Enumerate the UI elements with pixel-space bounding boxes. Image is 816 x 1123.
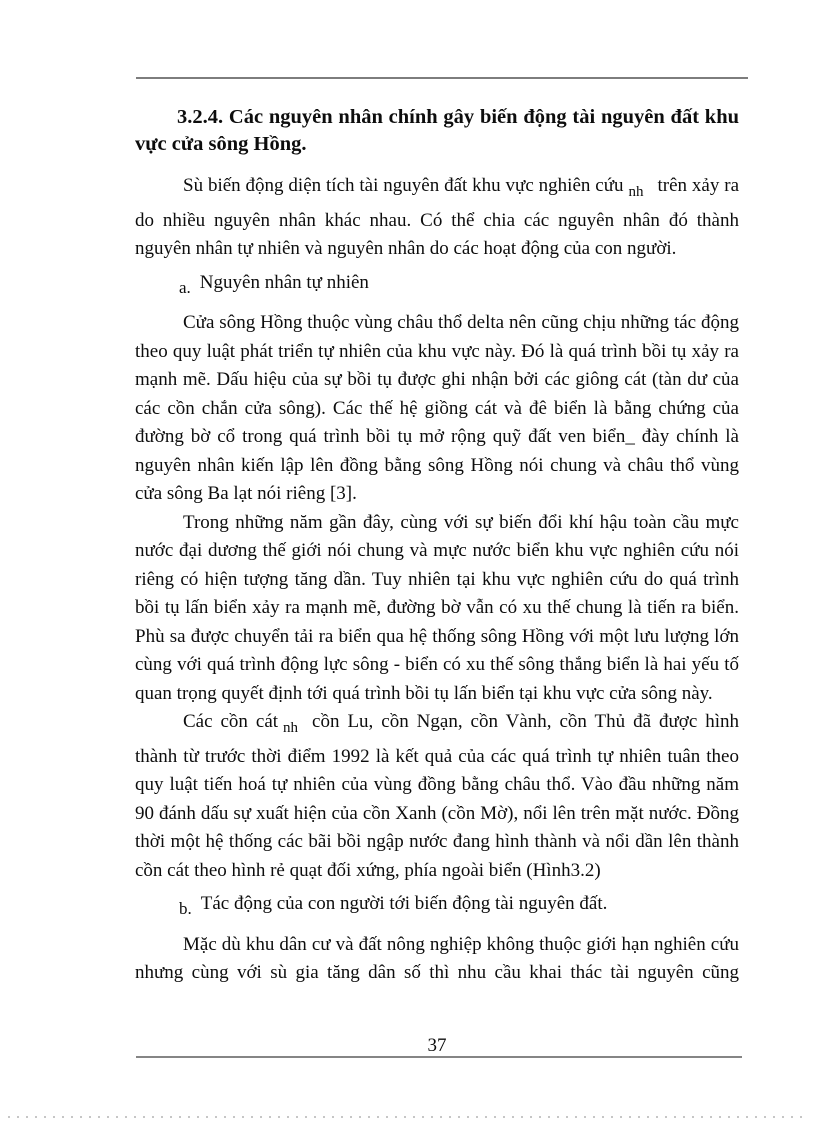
list-item-a-label: Nguyên nhân tự nhiên [199, 271, 369, 293]
header-rule [136, 77, 748, 79]
paragraph-4 [135, 708, 739, 885]
paragraph-4-subscript: nh [283, 720, 299, 736]
footer-page-number: 37 [427, 1035, 447, 1056]
paragraph-1 [135, 172, 739, 264]
footer-rule [136, 1056, 742, 1058]
paragraph-1-text-post: trên xảy ra do nhiều nguyên nhân khác nhau. Có thể chia các nguyên nhân đó thành nguyên nhân tự nhiên và nguyên nhân do các hoạt động của con người. [135, 175, 739, 259]
list-item-a-marker: a. [179, 277, 191, 297]
paragraph-1-text-pre: Sù biến động diện tích tài nguyên đất khu vực nghiên cứu [183, 175, 624, 196]
paragraph-1-subscript: nh [628, 184, 644, 200]
paragraph-4-text-pre: Các cồn cát [183, 711, 279, 732]
list-item-b-label: Tác động của con người tới biến động tài nguyên đất. [200, 893, 608, 914]
page-bottom-dotted-edge [8, 1116, 808, 1118]
paragraph-4-text-post: cồn Lu, cồn Ngạn, cồn Vành, cồn Thủ đã được hình thành từ trước thời điểm 1992 là kết quả của các quá trình tự nhiên tuân theo quy luật tiến hoá tự nhiên của vùng đồng bằng châu thổ. Vào đầu những năm 90 đánh dấu sự xuất hiện của cồn Xanh (cồn Mờ), nổi lên trên mặt nước. Đồng thời một hệ thống các bãi bồi ngập nước đang hình thành và nổi dần lên thành cồn cát theo hình rẻ quạt đối xứng, phía ngoài biển (Hình3.2) [135, 711, 739, 881]
paragraph-5: Mặc dù khu dân cư và đất nông nghiệp không thuộc giới hạn nghiên cứu nhưng cùng với sù gia tăng dân số thì nhu cầu khai thác tài nguyên cũng [135, 933, 739, 983]
paragraph-3: Trong những năm gần đây, cùng với sự biến đổi khí hậu toàn cầu mực nước đại dương thế giới nói chung và mực nước biển khu vực nghiên cứu nói riêng có hiện tượng tăng dần. Tuy nhiên tại khu vực nghiên cứu do quá trình bồi tụ lấn biển xảy ra mạnh mẽ, đường bờ vẫn có xu thế chung là tiến ra biển. Phù sa được chuyển tải ra biển qua hệ thống sông Hồng với một lưu lượng lớn cùng với quá trình động lực sông - biển có xu thế sông thắng biển là hai yếu tố quan trọng quyết định tới quá trình bồi tụ lấn biển tại khu vực cửa sông này. [135, 511, 739, 704]
paragraph-2: Cửa sông Hồng thuộc vùng châu thổ delta nên cũng chịu những tác động theo quy luật phát triển tự nhiên của khu vực này. Đó là quá trình bồi tụ xảy ra mạnh mẽ. Dấu hiệu của sự bồi tụ được ghi nhận bởi các giông cát (tàn dư của các cồn chắn cửa sông). Các thế hệ giồng cát và đê biển là bằng chứng của đường bờ cổ trong quá trình bồi tụ mở rộng quỹ đất ven biển_ đày chính là nguyên nhân kiến lập lên đồng bằng sông Hồng nói chung và châu thổ vùng cửa sông Ba lạt nói riêng [3]. [135, 312, 739, 504]
list-item-a [135, 269, 739, 303]
list-item-b-marker: b. [179, 899, 192, 918]
list-item-b [135, 890, 739, 924]
page-content [135, 96, 739, 988]
section-heading: 3.2.4. Các nguyên nhân chính gây biến động tài nguyên đất khu vực cửa sông Hồng. [135, 106, 739, 155]
